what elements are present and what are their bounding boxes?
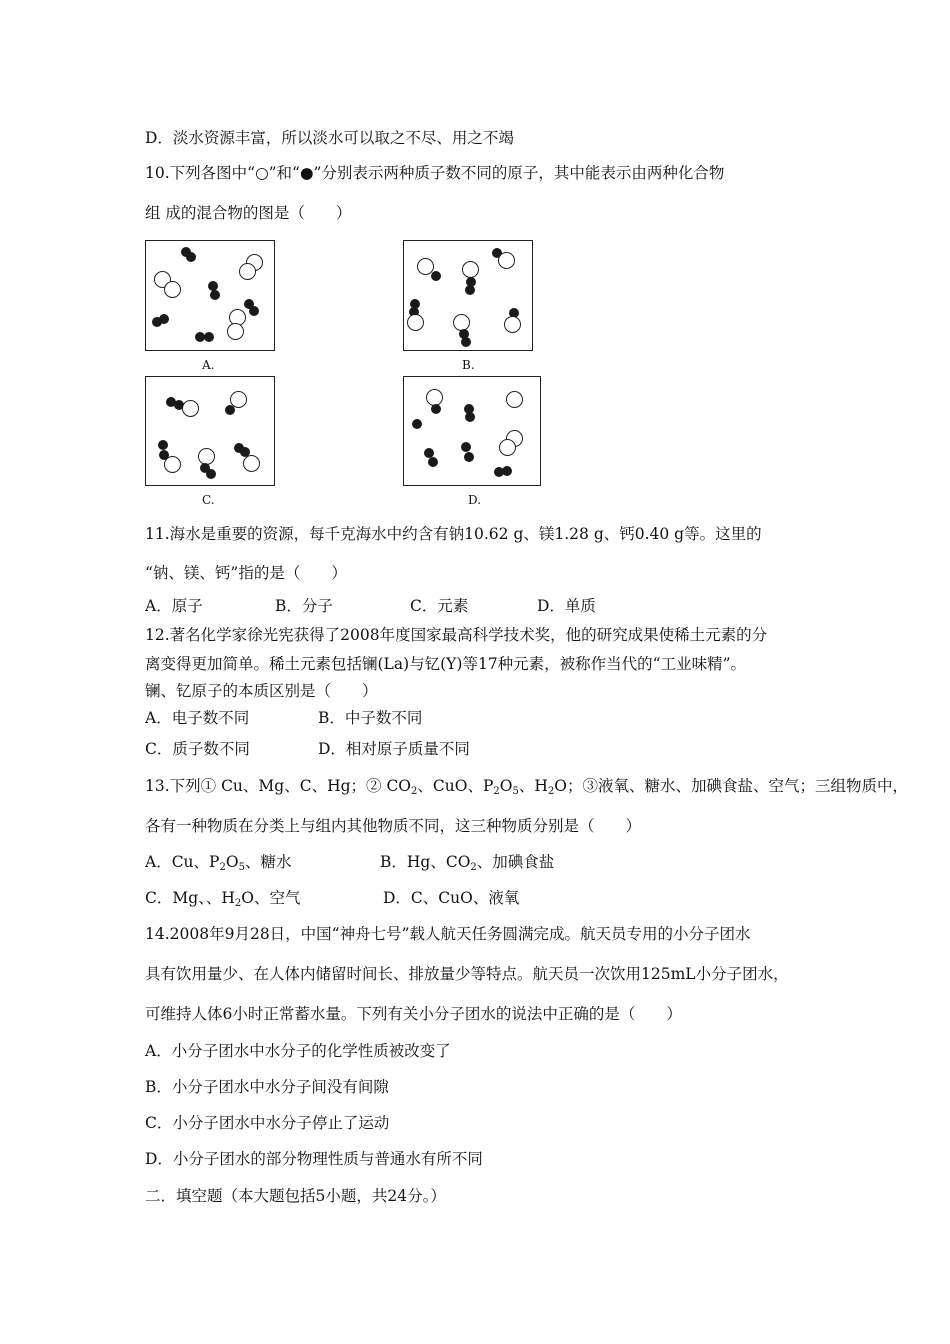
q14-stem-line3: 可维持人体6小时正常蓄水量。下列有关小分子团水的说法中正确的是（ ）	[145, 1005, 682, 1023]
q12-stem-line2: 离变得更加简单。稀土元素包括镧(La)与钇(Y)等17种元素，被称作当代的“工业味精”。	[145, 655, 747, 673]
q11-option-a: A．原子	[145, 597, 203, 615]
q12-option-d: D．相对原子质量不同	[318, 740, 470, 758]
black-atom	[461, 337, 471, 347]
white-atom	[498, 252, 515, 269]
black-atom	[461, 442, 471, 452]
black-atom	[158, 440, 168, 450]
q13-option-b: B．Hg、$CO_2$、加碘食盐	[380, 853, 555, 873]
black-atom	[464, 452, 474, 462]
figure-d-caption: D.	[468, 493, 482, 507]
q12-option-a: A．电子数不同	[145, 709, 250, 727]
q13-option-a: A．Cu、$P_2O_5$、糖水	[145, 853, 292, 873]
figure-a-box	[145, 240, 275, 351]
q10-stem-line2: 组 成的混合物的图是（ ）	[145, 204, 352, 222]
q11-option-c: C．元素	[410, 597, 469, 615]
q13-option-c: C．Mg、、$H_2O$、空气	[145, 889, 301, 909]
white-atom	[239, 263, 256, 280]
white-atom	[504, 316, 521, 333]
white-atom	[243, 455, 260, 472]
white-atom	[164, 456, 181, 473]
white-atom	[182, 400, 199, 417]
q9-option-d: D．淡水资源丰富，所以淡水可以取之不尽、用之不竭	[145, 129, 514, 147]
white-atom	[506, 391, 523, 408]
white-atom	[499, 439, 516, 456]
black-atom	[206, 469, 216, 479]
black-atom	[210, 290, 220, 300]
q10-stem-line1: 10.下列各图中“○”和“●”分别表示两种质子数不同的原子，其中能表示由两种化合物	[145, 164, 725, 182]
white-atom	[462, 261, 479, 278]
q11-option-b: B．分子	[275, 597, 333, 615]
figure-a-caption: A.	[202, 358, 215, 372]
q13-stem-line2: 各有一种物质在分类上与组内其他物质不同，这三种物质分别是（ ）	[145, 817, 642, 835]
black-atom	[431, 271, 441, 281]
q14-option-b: B．小分子团水中水分子间没有间隙	[145, 1078, 389, 1096]
black-atom	[412, 419, 422, 429]
white-atom	[227, 323, 244, 340]
q11-option-d: D．单质	[537, 597, 596, 615]
black-atom	[249, 306, 259, 316]
q13-stem-line1: 13.下列① Cu、Mg、C、Hg；② $CO_2$、CuO、$P_2O_5$、$H_2O$；③液氧、糖水、加碘食盐、空气；三组物质中，	[145, 777, 908, 797]
figure-b-box	[403, 240, 533, 351]
black-atom	[225, 405, 235, 415]
q13-option-d: D．C、CuO、液氧	[383, 889, 520, 907]
q12-stem-line3: 镧、钇原子的本质区别是（ ）	[145, 682, 378, 700]
q12-option-b: B．中子数不同	[318, 709, 423, 727]
q14-option-d: D．小分子团水的部分物理性质与普通水有所不同	[145, 1150, 483, 1168]
figure-c-box	[145, 376, 275, 486]
section2-title: 二．填空题（本大题包括5小题，共24分。）	[145, 1187, 446, 1205]
q14-option-a: A．小分子团水中水分子的化学性质被改变了	[145, 1042, 451, 1060]
q11-stem-line2: “钠、镁、钙”指的是（ ）	[145, 564, 347, 582]
q12-stem-line1: 12.著名化学家徐光宪获得了2008年度国家最高科学技术奖，他的研究成果使稀土元素的分	[145, 626, 768, 644]
q14-stem-line2: 具有饮用量少、在人体内储留时间长、排放量少等特点。航天员一次饮用125mL小分子团水，	[145, 965, 789, 983]
q14-option-c: C．小分子团水中水分子停止了运动	[145, 1114, 390, 1132]
white-atom	[407, 314, 424, 331]
black-atom	[186, 252, 196, 262]
figure-c-caption: C.	[202, 493, 215, 507]
black-atom	[159, 314, 169, 324]
q14-stem-line1: 14.2008年9月28日，中国“神舟七号”载人航天任务圆满完成。航天员专用的小分子团水	[145, 925, 751, 943]
black-atom	[431, 404, 441, 414]
black-atom	[465, 285, 475, 295]
black-atom	[428, 457, 438, 467]
black-atom	[502, 466, 512, 476]
q12-option-c: C．质子数不同	[145, 740, 250, 758]
figure-d-box	[403, 376, 541, 486]
black-atom	[204, 332, 214, 342]
figure-b-caption: B.	[462, 358, 475, 372]
black-atom	[465, 412, 475, 422]
white-atom	[164, 281, 181, 298]
q11-stem-line1: 11.海水是重要的资源，每千克海水中约含有钠10.62 g、镁1.28 g、钙0.40 g等。这里的	[145, 525, 762, 543]
